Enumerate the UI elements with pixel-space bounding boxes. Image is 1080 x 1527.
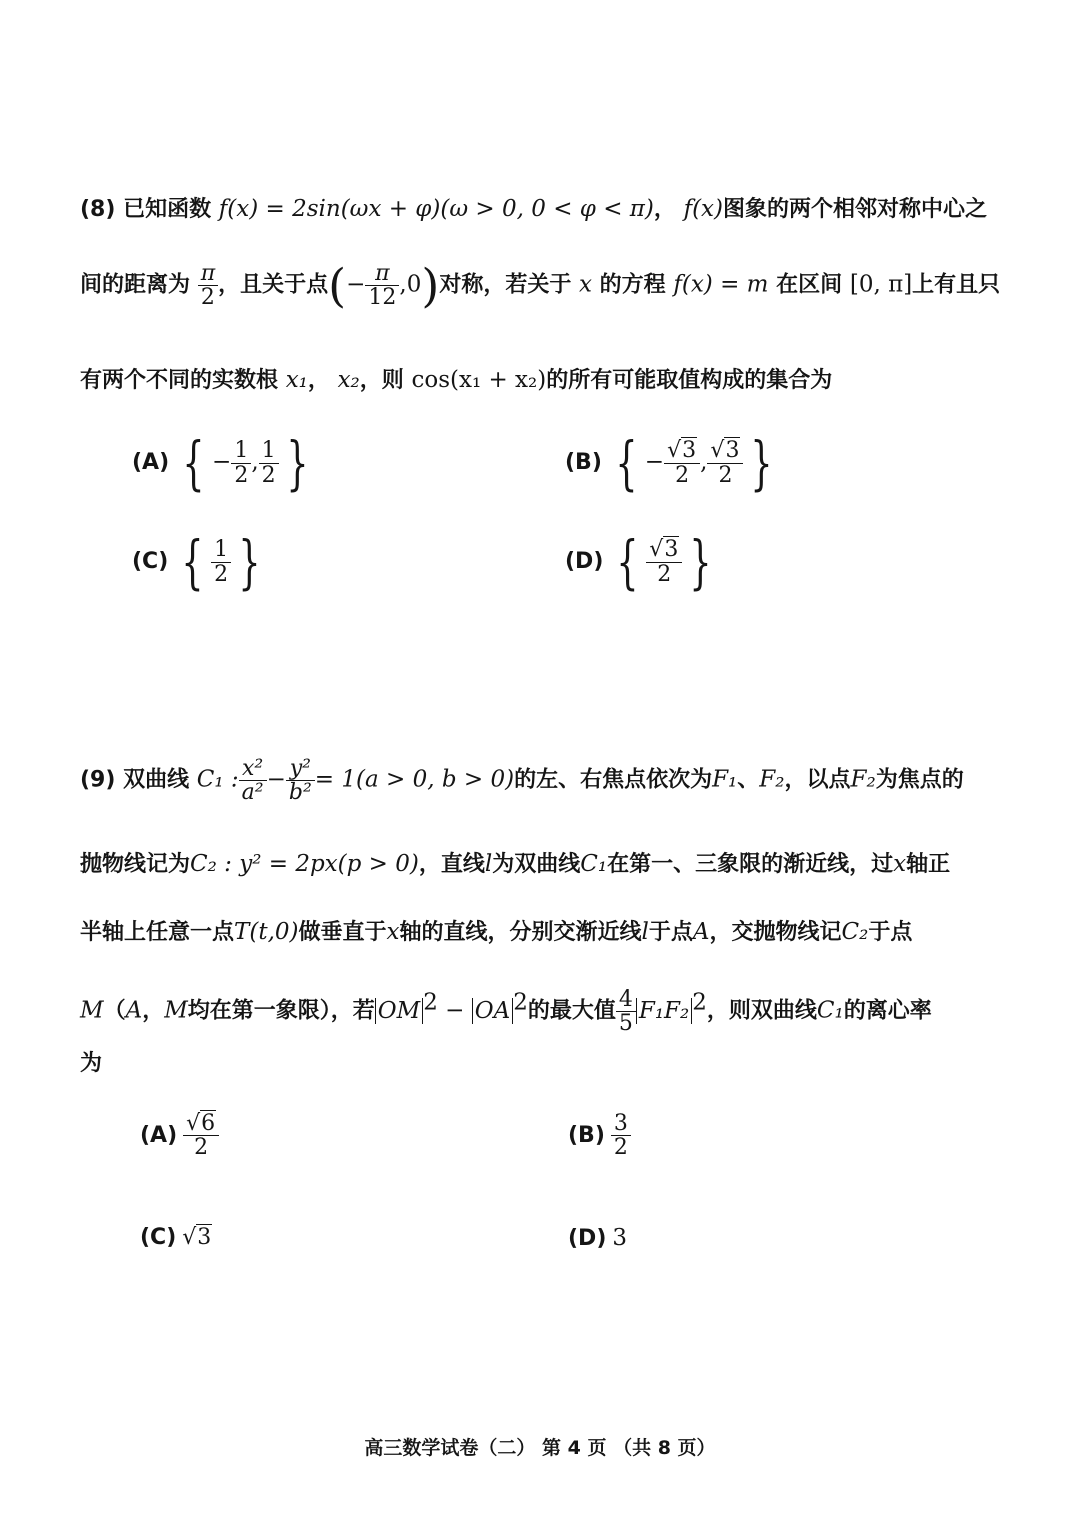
q9-text: ，	[142, 998, 165, 1024]
q9-text: 为双曲线	[492, 852, 581, 877]
q9-line-2	[80, 853, 950, 876]
fraction-denominator: 2	[200, 285, 215, 311]
q9-text: 半轴上任意一点	[80, 920, 235, 945]
right-paren: )	[421, 258, 440, 313]
option-label: (C)	[140, 1225, 177, 1250]
q9-text: 的最大值	[527, 998, 616, 1024]
fraction-denominator: 2	[657, 561, 672, 587]
q9-text: 、	[737, 767, 760, 793]
q9-point-m: M	[80, 997, 104, 1024]
left-brace: {	[616, 528, 639, 596]
left-paren: (	[328, 258, 347, 313]
q9-hyperbola-name: C₁ :	[196, 766, 239, 793]
option-label: (B)	[568, 1122, 605, 1148]
exponent-2: 2	[513, 989, 528, 1016]
option-label: (D)	[568, 1226, 607, 1251]
option-fraction	[211, 538, 231, 585]
radicand: 3	[664, 537, 679, 563]
fraction-denominator: 2	[675, 462, 690, 488]
fraction-denominator: 2	[613, 1135, 628, 1161]
q8-text: ，且关于点	[218, 272, 329, 298]
q9-focus-f2: F₂	[759, 766, 785, 793]
fraction-denominator: 2	[234, 462, 249, 488]
fraction-denominator: 2	[214, 561, 229, 587]
fraction-numerator: y²	[286, 757, 315, 781]
q8-number: (8)	[80, 197, 116, 222]
q9-hyperbola-condition: = 1(a > 0, b > 0)	[314, 766, 515, 793]
left-brace: {	[615, 429, 638, 497]
fraction-numerator: x²	[239, 757, 267, 781]
q9-focus-f2: F₂	[850, 766, 876, 793]
q9-text: 于点	[648, 920, 693, 945]
option-fraction	[611, 1112, 631, 1159]
q9-text: 的左、右焦点依次为	[514, 767, 713, 793]
q8-option-d[interactable]	[565, 528, 719, 596]
q9-option-d[interactable]	[568, 1225, 627, 1251]
q9-line-3	[80, 921, 912, 944]
q9-line-l: l	[641, 919, 649, 945]
q9-text: 做垂直于	[298, 920, 387, 945]
left-brace: {	[182, 429, 205, 497]
q8-text: 间的距离为	[80, 272, 191, 298]
page-footer: 高三数学试卷（二） 第 4 页 （共 8 页）	[364, 1437, 716, 1459]
option-label: (D)	[565, 549, 604, 574]
q9-number: (9)	[80, 767, 116, 793]
q9-max-fraction	[616, 988, 636, 1035]
fraction-denominator: 5	[618, 1011, 633, 1037]
comma: ,	[700, 449, 708, 475]
option-label: (C)	[132, 549, 169, 574]
q8-point-fraction	[365, 262, 399, 309]
q9-line-5	[80, 1053, 102, 1075]
exponent-2: 2	[423, 989, 438, 1016]
q9-option-c[interactable]	[140, 1225, 212, 1250]
q9-focus-f1: F₁	[712, 766, 738, 793]
fraction-denominator: 2	[194, 1135, 209, 1161]
q8-root-x1: x₁	[285, 367, 308, 393]
radicand: 3	[725, 438, 740, 464]
q9-text: 为焦点的	[875, 767, 964, 793]
q9-x-fraction	[239, 757, 267, 804]
q9-option-a[interactable]	[140, 1112, 219, 1159]
q9-text: ，交抛物线记	[709, 920, 842, 945]
q9-point-m: M	[164, 997, 188, 1024]
sqrt-expression: √6	[183, 1112, 219, 1136]
q9-var-x: x	[386, 919, 400, 945]
q9-y-fraction	[286, 757, 315, 804]
option-label: (A)	[132, 450, 170, 475]
q8-option-c[interactable]	[132, 528, 268, 596]
comma: ,	[251, 449, 259, 475]
q9-text: ，直线	[418, 852, 485, 877]
q9-line-l: l	[484, 851, 493, 877]
minus-sign: −	[644, 449, 665, 475]
q8-function: f(x) = 2sin(ωx + φ)(ω > 0, 0 < φ < π)	[218, 196, 654, 222]
q9-text: ，则双曲线	[706, 998, 817, 1024]
radicand: 6	[201, 1111, 216, 1136]
q8-distance-fraction	[198, 262, 218, 309]
q9-abs-oa: OA	[472, 998, 513, 1024]
q9-point-a: A	[692, 919, 710, 945]
q8-interval: [0, π]	[849, 271, 913, 298]
q8-text: ，则	[359, 368, 404, 393]
q8-option-b[interactable]	[565, 429, 780, 497]
q9-text: 的离心率	[843, 998, 932, 1024]
q8-var-x: x	[579, 271, 592, 298]
q8-text: 的方程	[599, 272, 666, 298]
fraction-numerator: π	[198, 262, 218, 286]
q8-line-2	[80, 258, 1001, 313]
q9-text: 抛物线记为	[80, 852, 191, 877]
option-value: 3	[612, 1225, 628, 1251]
q9-text: 均在第一象限），若	[187, 998, 375, 1024]
right-brace: }	[750, 429, 773, 497]
fraction-denominator: a²	[241, 780, 264, 806]
option-label: (B)	[565, 450, 602, 475]
minus-sign: −	[346, 271, 366, 298]
q9-hyperbola-name: C₁	[580, 851, 608, 877]
q9-var-x: x	[893, 851, 907, 877]
q9-abs-om: OM	[375, 998, 423, 1024]
q8-text: 图象的两个相邻对称中心之	[723, 197, 988, 222]
left-brace: {	[181, 528, 204, 596]
q9-point-t: T(t,0)	[234, 919, 299, 945]
q9-text: （	[103, 998, 126, 1024]
option-fraction	[707, 439, 743, 486]
q9-text: 轴正	[906, 852, 951, 877]
q9-text: 于点	[868, 920, 913, 945]
q9-text: ，以点	[784, 767, 851, 793]
fraction-denominator: 2	[718, 462, 733, 488]
q8-line-3	[80, 369, 832, 392]
q8-text: 在区间	[776, 272, 843, 298]
q8-text: 的所有可能取值构成的集合为	[546, 368, 833, 393]
fraction-denominator: 12	[368, 285, 397, 311]
q9-parabola: C₂ : y² = 2px(p > 0)	[190, 851, 419, 877]
q9-text: 轴的直线，分别交渐近线	[399, 920, 642, 945]
q8-comma: ，	[307, 368, 330, 393]
q8-line-1	[80, 198, 987, 221]
q9-line-1	[80, 757, 964, 804]
q8-cos-expression: cos(x₁ + x₂)	[411, 367, 547, 393]
q8-equation: f(x) = m	[673, 271, 769, 298]
minus-sign: −	[266, 766, 286, 793]
sqrt-expression: √3	[646, 538, 682, 562]
minus-sign: −	[437, 997, 472, 1024]
option-label: (A)	[140, 1122, 178, 1148]
sqrt-expression: √3	[182, 1225, 212, 1250]
q8-text: 有两个不同的实数根	[80, 368, 279, 393]
right-brace: }	[238, 528, 261, 596]
q8-comma: ，	[653, 197, 676, 222]
q9-line-4	[80, 988, 932, 1035]
q9-text: 为	[80, 1051, 103, 1076]
q9-text: 双曲线	[123, 767, 190, 793]
option-fraction	[259, 439, 279, 486]
radicand: 3	[197, 1225, 212, 1250]
q9-hyperbola-name: C₁	[816, 997, 844, 1024]
q8-fx: f(x)	[683, 196, 723, 222]
fraction-denominator: 2	[261, 462, 276, 488]
option-fraction	[664, 439, 700, 486]
fraction-numerator: 1	[259, 439, 279, 463]
right-brace: }	[286, 429, 309, 497]
fraction-denominator: b²	[288, 780, 312, 806]
q9-point-a: A	[125, 997, 143, 1024]
minus-sign: −	[212, 449, 232, 475]
q8-root-x2: x₂	[337, 367, 360, 393]
fraction-numerator: 4	[616, 988, 636, 1012]
option-fraction	[646, 538, 682, 585]
q9-abs-f1f2: F₁F₂	[636, 998, 692, 1024]
sqrt-expression: √3	[707, 439, 743, 463]
q8-text: 上有且只	[912, 272, 1001, 298]
q9-parabola-name: C₂	[841, 919, 869, 945]
q8-option-a[interactable]	[132, 429, 316, 497]
sqrt-expression: √3	[664, 439, 700, 463]
right-brace: }	[689, 528, 712, 596]
fraction-numerator: 1	[231, 439, 251, 463]
fraction-numerator: 3	[611, 1112, 631, 1136]
radicand: 3	[682, 438, 697, 464]
q9-option-b[interactable]	[568, 1112, 631, 1159]
option-fraction	[183, 1112, 219, 1159]
q8-text: 对称，若关于	[439, 272, 572, 298]
q9-text: 在第一、三象限的渐近线，过	[607, 852, 894, 877]
option-fraction	[231, 439, 251, 486]
exponent-2: 2	[692, 989, 707, 1016]
fraction-numerator: π	[365, 262, 399, 286]
fraction-numerator: 1	[211, 538, 231, 562]
q8-text: 已知函数	[123, 197, 212, 222]
q8-point-rest: ,0	[399, 271, 422, 298]
